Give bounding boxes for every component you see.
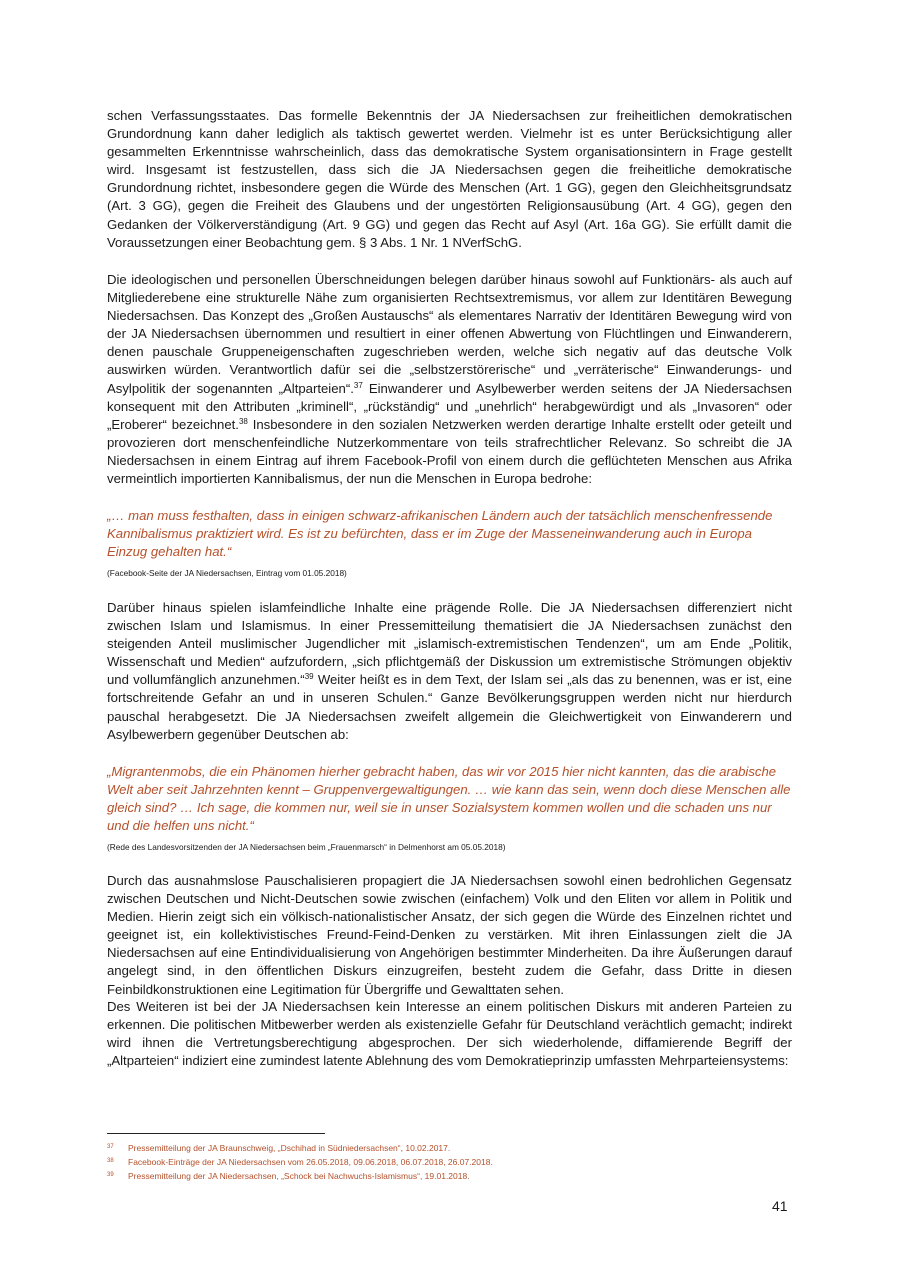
- paragraph-text: Darüber hinaus spielen islamfeindliche Inhalte eine prägende Rolle. Die JA Niedersachsen differenziert nicht zwischen Islam und Islamismus. In einer Pressemitteilung thematisiert die JA Niedersachsen zunächst den steigenden Anteil muslimischer Jugendlicher mit „islamisch-extremistischen Tendenzen“, um am Ende „Politik, Wissenschaft und Medien“ aufzufordern, „sich pflichtgemäß der Diskussion um extremistische Strömungen objektiv und vollumfänglich anzunehmen.“: [107, 600, 792, 688]
- paragraph-generalization: [107, 872, 792, 999]
- footnote-ref-38[interactable]: 38: [238, 416, 248, 426]
- paragraph-text: Insbesondere in den sozialen Netzwerken werden derartige Inhalte erstellt oder geteilt und provozieren dort menschenfeindliche Nutzerkommentare von teils strafrechtlicher Relevanz. So schreibt die JA Niedersachsen in einem Eintrag auf ihrem Facebook-Profil von einem durch die geflüchteten Menschen aus Afrika vermeintlich importierten Kannibalismus, der nun die Menschen in Europa bedrohe:: [107, 416, 792, 487]
- paragraph-text: schen Verfassungsstaates. Das formelle Bekenntnis der JA Niedersachsen zur freiheitlichen demokratischen Grundordnung kann daher lediglich als taktisch gewertet werden. Vielmehr ist es unter Berücksichtigung aller gesammelten Erkenntnisse wahrscheinlich, dass das demokratische System organisationsintern in Frage gestellt wird. Insgesamt ist festzustellen, dass sich die JA Niedersachsen gegen die freiheitliche demokratische Grundordnung richtet, insbesondere gegen die Würde des Menschen (Art. 1 GG), gegen den Gleichheitsgrundsatz (Art. 3 GG), gegen die Freiheit des Glaubens und der ungestörten Religionsausübung (Art. 4 GG), gegen den Gedanken der Völkerverständigung (Art. 9 GG) und gegen das Recht auf Asyl (Art. 16a GG). Sie erfüllt damit die Voraussetzungen einer Beobachtung gem. § 3 Abs. 1 Nr. 1 NVerfSchG.: [107, 108, 792, 250]
- quote-source-facebook: (Facebook-Seite der JA Niedersachsen, Eintrag vom 01.05.2018): [107, 568, 347, 578]
- page-number: 41: [772, 1198, 788, 1214]
- footnote-39: 39 Pressemitteilung der JA Niedersachsen, „Schock bei Nachwuchs-Islamismus“, 19.01.2018.: [107, 1171, 470, 1181]
- paragraph-text: Weiter heißt es in dem Text, der Islam sei „als das zu benennen, was er ist, eine fortschreitende Gefahr an und in unseren Schulen.“ Ganze Bevölkerungsgruppen werden nicht nur hierdurch pauschal herabgesetzt. Die JA Niedersachsen zweifelt allgemein die Gleichwertigkeit von Einwanderern und Asylbewerbern gegenüber Deutschen ab:: [107, 672, 792, 742]
- footnote-text: Facebook-Einträge der JA Niedersachsen vom 26.05.2018, 09.06.2018, 06.07.2018, 26.07.2018.: [128, 1157, 493, 1167]
- footnote-37: 37 Pressemitteilung der JA Braunschweig, „Dschihad in Südniedersachsen“, 10.02.2017.: [107, 1143, 451, 1153]
- footnote-text: Pressemitteilung der JA Braunschweig, „Dschihad in Südniedersachsen“, 10.02.2017.: [128, 1143, 451, 1153]
- paragraph-text: Die ideologischen und personellen Überschneidungen belegen darüber hinaus sowohl auf Funktionärs- als auch auf Mitgliederebene eine strukturelle Nähe zum organisierten Rechtsextremismus, vor allem zur Identitären Bewegung Niedersachsen. Das Konzept des „Großen Austauschs“ als elementares Narrativ der Identitären Bewegung wird von der JA Niedersachsen übernommen und resultiert in einer offenen Abwertung von Flüchtlingen und Einwanderern, denen pauschale Gruppeneigenschaften zugeschrieben werden, welche sich negativ auf das deutsche Volk auswirken würden. Verantwortlich dafür sei die „selbstzerstörerische“ und „verräterische“ Einwanderungs- und Asylpolitik der sogenannten „Altparteien“.: [107, 272, 792, 396]
- quote-source-frauenmarsch: (Rede des Landesvorsitzenden der JA Niedersachsen beim „Frauenmarsch“ in Delmenhorst am 05.05.2018): [107, 842, 506, 852]
- paragraph-political-discourse: [107, 998, 792, 1070]
- footnote-ref-39[interactable]: 39: [304, 672, 314, 682]
- paragraph-text: Des Weiteren ist bei der JA Niedersachsen kein Interesse an einem politischen Diskurs mit anderen Parteien zu erkennen. Die politischen Mitbewerber werden als existenzielle Gefahr für Deutschland verächtlich gemacht; indirekt wird ihnen die Vertretungsberechtigung abgesprochen. Der sich wiederholende, diffamierende Begriff der „Altparteien“ indiziert eine zumindest latente Ablehnung des vom Demokratieprinzip umfassten Mehrparteiensystems:: [107, 999, 792, 1069]
- quote-migrantenmobs: „Migrantenmobs, die ein Phänomen hierher gebracht haben, das wir vor 2015 hier nicht kannten, das die arabische Welt aber seit Jahrzehnten kennt – Gruppenvergewaltigungen. … wie kann das sein, wenn doch diese Menschen alle gleich sind? … Ich sage, die kommen nur, weil sie in unser Sozialsystem kommen wollen und die schaden uns nur und die helfen uns nicht.“: [107, 764, 791, 834]
- footnote-text: Pressemitteilung der JA Niedersachsen, „Schock bei Nachwuchs-Islamismus“, 19.01.2018.: [128, 1171, 470, 1181]
- footnote-38: 38 Facebook-Einträge der JA Niedersachsen vom 26.05.2018, 09.06.2018, 06.07.2018, 26.07.2018.: [107, 1157, 493, 1167]
- paragraph-text: Einwanderer und Asylbewerber werden seitens der JA Niedersachsen konsequent mit den Attributen „kriminell“, „rückständig“ und „unehrlich“ herabgewürdigt und als „Invasoren“ oder „Eroberer“ bezeichnet.: [107, 380, 792, 432]
- paragraph-constitutional-assessment: [107, 107, 792, 252]
- footnote-ref-37[interactable]: 37: [353, 380, 363, 390]
- paragraph-islamophobia: [107, 599, 792, 744]
- quote-cannibalism: „… man muss festhalten, dass in einigen schwarz-afrikanischen Ländern auch der tatsächlich menschenfressende Kannibalismus praktiziert wird. Es ist zu befürchten, dass er im Zuge der Masseneinwanderung auch in Europa Einzug gehalten hat.“: [107, 508, 773, 560]
- paragraph-text: Durch das ausnahmslose Pauschalisieren propagiert die JA Niedersachsen sowohl einen bedrohlichen Gegensatz zwischen Deutschen und Nicht-Deutschen sowie zwischen (einfachem) Volk und den Eliten vor allem in Politik und Medien. Hierin zeigt sich ein völkisch-nationalistischer Ansatz, der sich gegen die Würde des Einzelnen richtet und geeignet ist, ein kollektivistisches Freund-Feind-Denken zu verstärken. Mit ihren Einlassungen zielt die JA Niedersachsen auf eine Entindividualisierung von Angehörigen bestimmter Minderheiten. Da ihre Äußerungen darauf angelegt sind, in den öffentlichen Diskurs einzugreifen, besteht zudem die Gefahr, dass Dritte in diesen Feinbildkonstruktionen eine Legitimation für Übergriffe und Gewalttaten sehen.: [107, 873, 792, 997]
- footnote-divider: [107, 1133, 325, 1134]
- paragraph-ideological-overlaps: [107, 271, 792, 488]
